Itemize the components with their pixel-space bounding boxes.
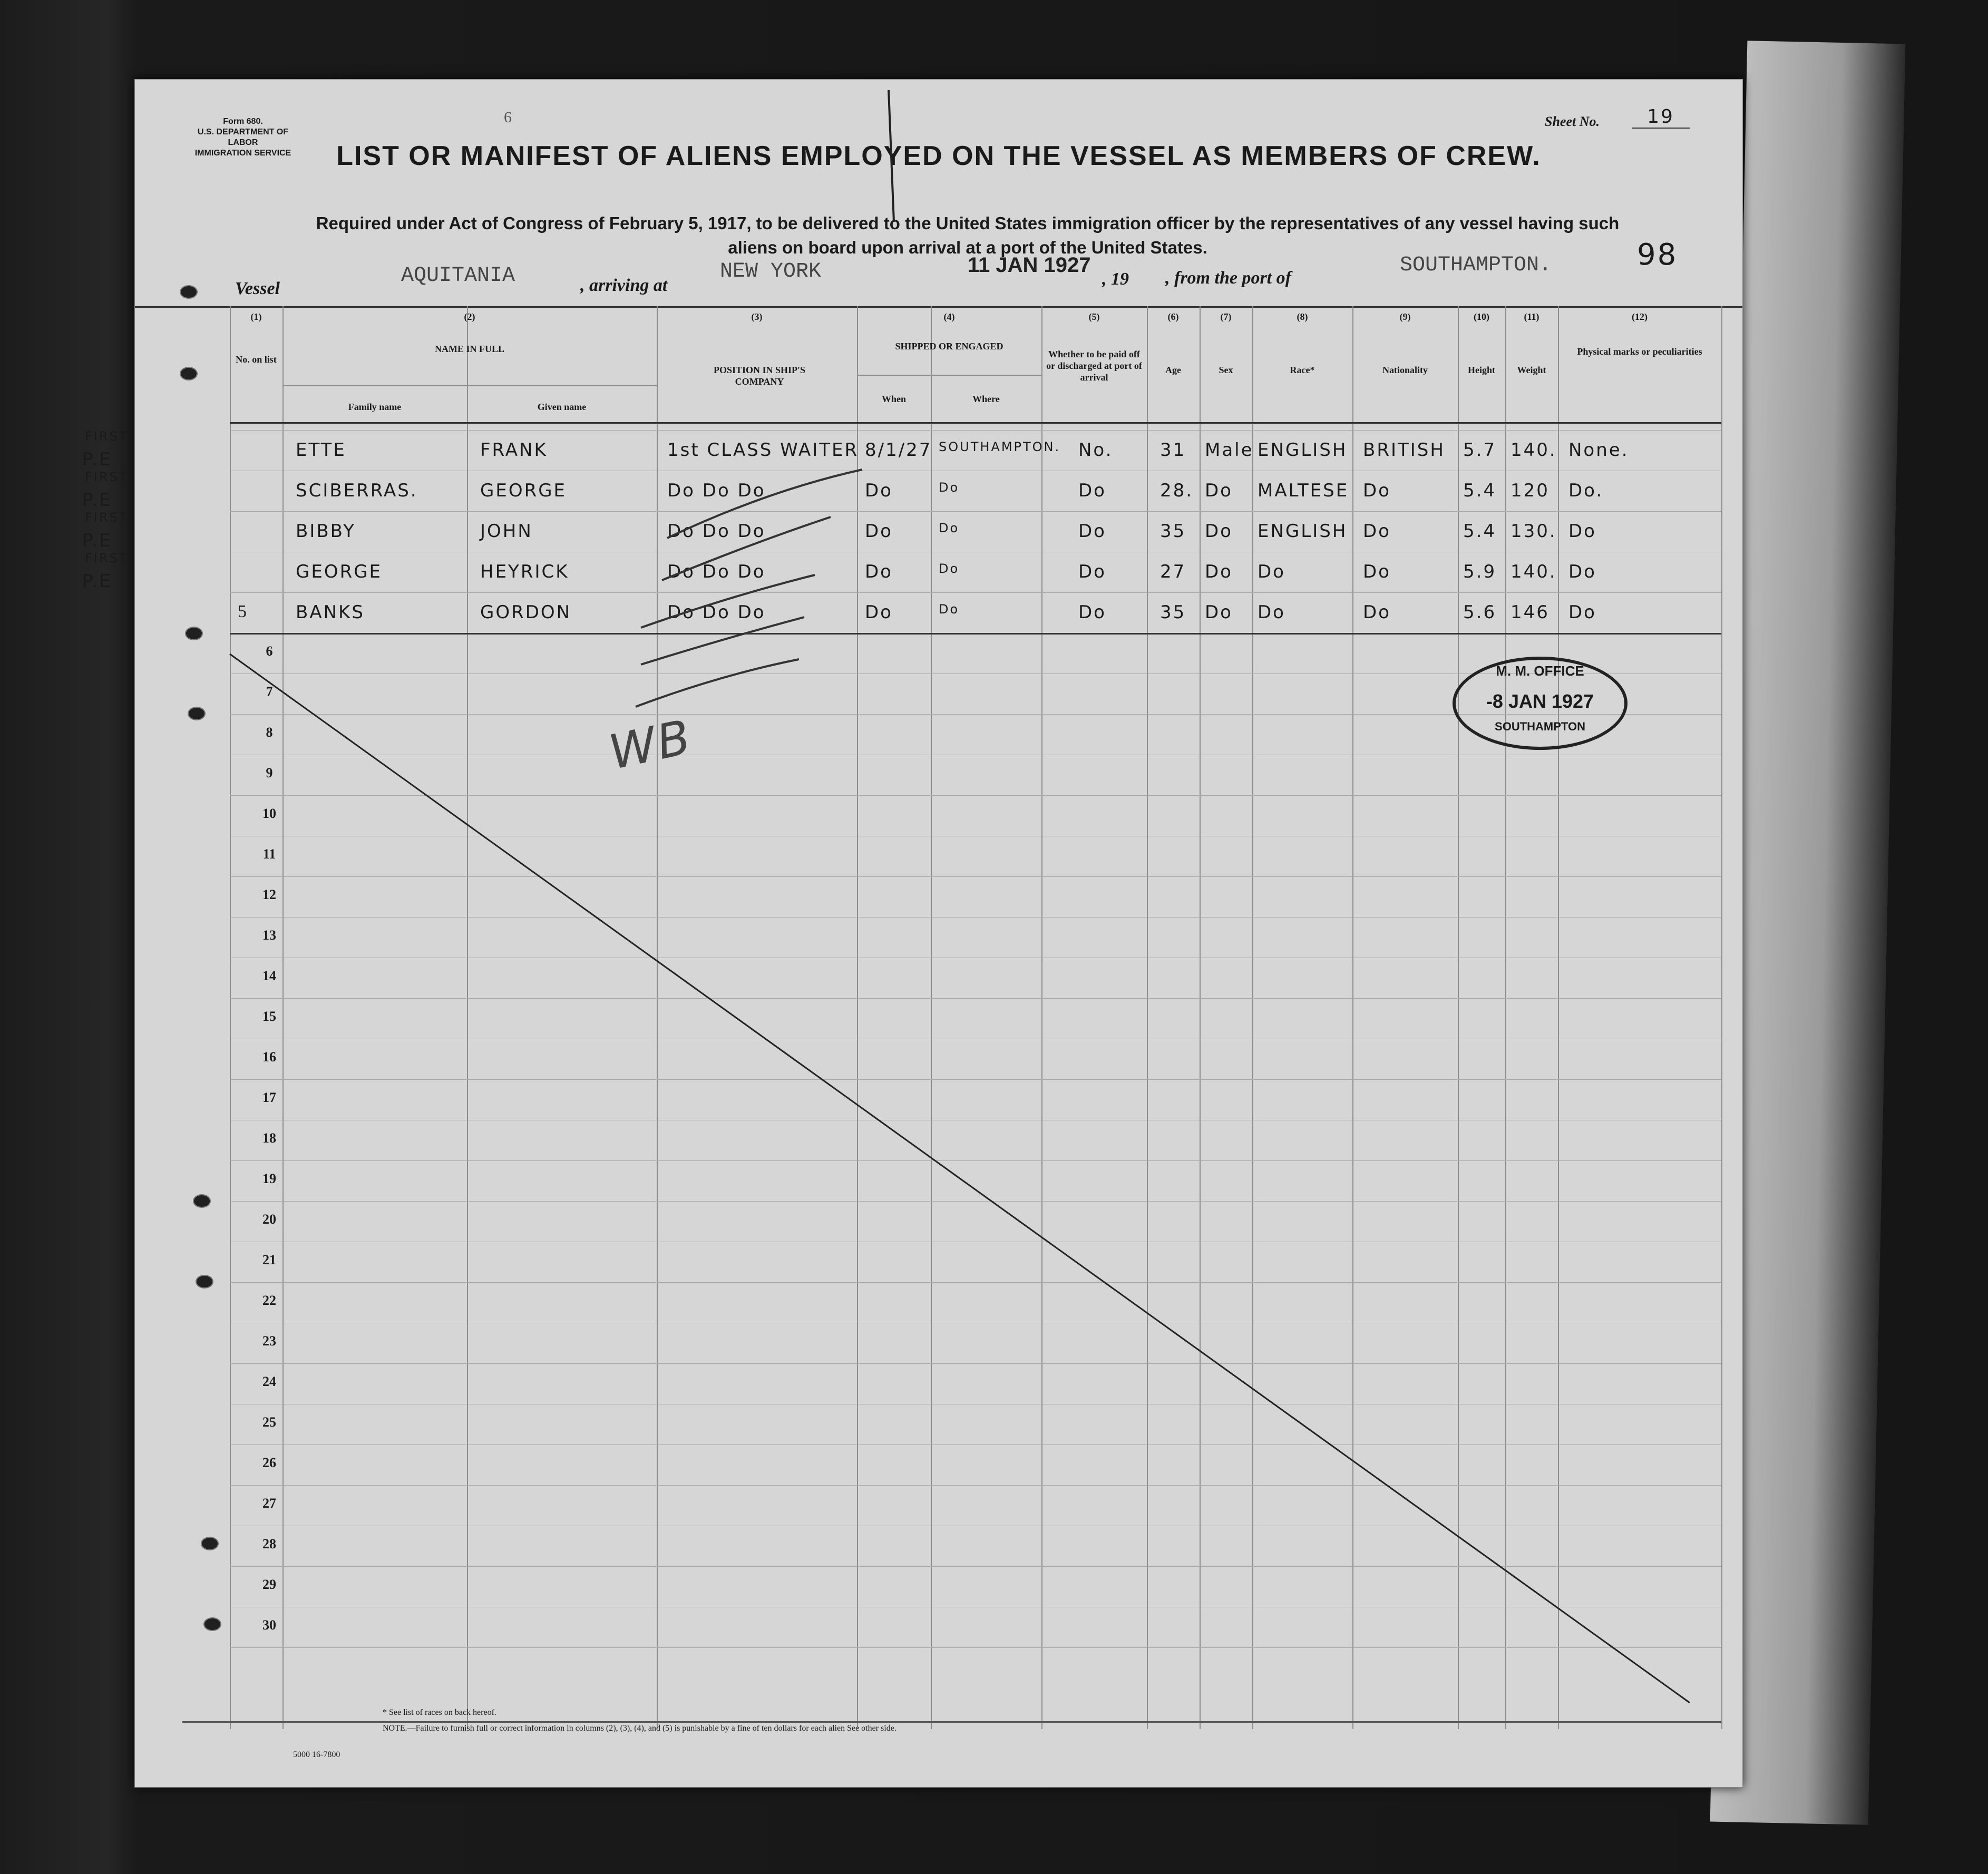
col-8-header: Race* (1290, 365, 1315, 375)
physical-marks: Do. (1568, 480, 1604, 501)
nationality: Do (1363, 521, 1391, 542)
row-number: 20 (262, 1212, 276, 1227)
ship-position: Do Do Do (667, 561, 766, 582)
year-label: , 19 (1102, 269, 1129, 289)
punch-hole (185, 627, 203, 640)
physical-marks: Do (1568, 521, 1596, 542)
margin-note-first: FIRST (85, 470, 129, 484)
height: 5.4 (1463, 521, 1497, 542)
row-number: 14 (262, 968, 276, 983)
col-3-number: (3) (751, 311, 763, 322)
family-name: BIBBY (296, 521, 356, 542)
stamp-place: SOUTHAMPTON (1495, 720, 1585, 733)
weight: 120 (1511, 480, 1550, 501)
col-3-header: POSITION IN SHIP'S COMPANY (713, 365, 806, 387)
age: 27 (1160, 561, 1186, 582)
sheet-number-value: 19 (1632, 106, 1690, 129)
margin-note-code: P.E (82, 571, 112, 592)
row-number: 6 (266, 643, 273, 659)
shipped-when: Do (865, 561, 893, 582)
subtitle-line-2: aliens on board upon arrival at a port of the United States. (728, 238, 1207, 257)
col-5-number: (5) (1088, 311, 1100, 322)
col-2-header: NAME IN FULL (434, 344, 504, 354)
stamp-date: -8 JAN 1927 (1486, 690, 1594, 712)
margin-note-first: FIRST (85, 429, 129, 444)
height: 5.6 (1463, 602, 1497, 623)
shipped-when: 8/1/27 (865, 440, 932, 461)
given-name: FRANK (480, 440, 548, 461)
margin-note-first: FIRST (85, 551, 129, 565)
col-1-header: No. on list (236, 354, 277, 365)
col-6-number: (6) (1167, 311, 1179, 322)
weight: 140. (1511, 440, 1557, 461)
row-number: 23 (262, 1333, 276, 1349)
vessel-name: AQUITANIA (401, 264, 515, 288)
col-9-number: (9) (1399, 311, 1411, 322)
given-name: GEORGE (480, 480, 567, 501)
stamp-office: M. M. OFFICE (1496, 663, 1584, 679)
row-number: 21 (262, 1252, 276, 1267)
from-port-label: , from the port of (1165, 268, 1291, 288)
race: ENGLISH (1258, 521, 1348, 542)
shipped-when: Do (865, 521, 893, 542)
row-number: 29 (262, 1577, 276, 1592)
paid-off: Do (1078, 561, 1106, 582)
shipped-where: Do (939, 521, 960, 535)
row-number: 8 (266, 725, 273, 740)
height: 5.9 (1463, 561, 1497, 582)
punch-hole (193, 1194, 211, 1208)
departure-port: SOUTHAMPTON. (1400, 253, 1552, 277)
margin-note-code: P.E (82, 490, 112, 511)
family-name: SCIBERRAS. (296, 480, 418, 501)
row-number: 7 (266, 684, 273, 699)
col-7-header: Sex (1219, 365, 1233, 375)
paid-off: Do (1078, 602, 1106, 623)
given-name: JOHN (480, 521, 533, 542)
margin-note-code: P.E (82, 449, 112, 470)
physical-marks: Do (1568, 602, 1596, 623)
row-number: 13 (262, 928, 276, 943)
nationality: Do (1363, 561, 1391, 582)
paid-off: Do (1078, 480, 1106, 501)
shipped-where: SOUTHAMPTON. (939, 440, 1061, 454)
row-number: 19 (262, 1171, 276, 1186)
sex: Do (1205, 602, 1233, 623)
manifest-sheet (82, 79, 1743, 1788)
col-2-family-header: Family name (348, 402, 402, 412)
col-7-number: (7) (1220, 311, 1232, 322)
punch-hole (201, 1537, 219, 1550)
ship-position: Do Do Do (667, 521, 766, 542)
row-number: 18 (262, 1130, 276, 1146)
col-12-number: (12) (1632, 311, 1648, 322)
family-name: ETTE (296, 440, 346, 461)
shipped-where: Do (939, 480, 960, 495)
weight: 146 (1511, 602, 1550, 623)
col-11-header: Weight (1517, 365, 1546, 375)
row-number: 24 (262, 1374, 276, 1389)
col-8-number: (8) (1297, 311, 1308, 322)
sex: Do (1205, 561, 1233, 582)
page-title: LIST OR MANIFEST OF ALIENS EMPLOYED ON THE VESSEL AS MEMBERS OF CREW. (336, 141, 1541, 171)
handwritten-initials: WB (604, 709, 697, 781)
shipped-where: Do (939, 602, 960, 617)
margin-note-code: P.E (82, 530, 112, 551)
col-10-header: Height (1468, 365, 1495, 375)
col-9-header: Nationality (1382, 365, 1428, 375)
col-4-when-header: When (881, 394, 906, 404)
col-4-header: SHIPPED OR ENGAGED (895, 341, 1003, 352)
physical-marks: None. (1568, 440, 1629, 461)
punch-hole (196, 1275, 213, 1289)
age: 31 (1160, 440, 1186, 461)
list-number: 98 (1637, 238, 1678, 272)
shipped-when: Do (865, 602, 893, 623)
col-10-number: (10) (1474, 311, 1489, 322)
paid-off: No. (1078, 440, 1113, 461)
weight: 140. (1511, 561, 1557, 582)
row-number: 28 (262, 1536, 276, 1551)
arriving-label: , arriving at (580, 276, 668, 295)
print-code: 5000 16-7800 (293, 1750, 340, 1759)
subtitle-line-1: Required under Act of Congress of February 5, 1917, to be delivered to the United States immigration officer by the representatives of any vessel having such (316, 213, 1620, 233)
department-name: U.S. DEPARTMENT OF LABOR (197, 128, 289, 147)
weight: 130. (1511, 521, 1557, 542)
footer-rule (182, 1721, 1721, 1723)
footnote-penalty: NOTE.—Failure to furnish full or correct information in columns (2), (3), (4), and (5) is punishable by a fine of ten dollars for each alien See other side. (383, 1724, 896, 1733)
col-4-where-header: Where (972, 394, 1000, 404)
strike-mark (641, 575, 815, 628)
given-name: GORDON (480, 602, 572, 623)
punch-hole (180, 367, 198, 380)
row-number: 27 (262, 1496, 276, 1511)
row-number: 5 (238, 602, 247, 621)
ink-tick (889, 90, 894, 222)
ship-position: 1st CLASS WAITER (667, 440, 859, 461)
col-2-given-header: Given name (537, 402, 587, 412)
row-number: 30 (262, 1617, 276, 1633)
age: 28. (1160, 480, 1194, 501)
page-mark: 6 (504, 109, 512, 126)
paid-off: Do (1078, 521, 1106, 542)
age: 35 (1160, 521, 1186, 542)
form-number: Form 680. (223, 117, 263, 126)
family-name: GEORGE (296, 561, 383, 582)
strike-mark (636, 659, 799, 707)
ship-position: Do Do Do (667, 602, 766, 623)
sex: Do (1205, 521, 1233, 542)
physical-marks: Do (1568, 561, 1596, 582)
row-number: 26 (262, 1455, 276, 1470)
col-6-header: Age (1165, 365, 1181, 375)
nationality: Do (1363, 480, 1391, 501)
row-number: 16 (262, 1049, 276, 1065)
office-stamp (1453, 657, 1628, 750)
col-2-number: (2) (464, 311, 475, 322)
strike-mark (667, 470, 862, 538)
nationality: BRITISH (1363, 440, 1445, 461)
col-12-header: Physical marks or peculiarities (1577, 346, 1702, 357)
sex: Male (1205, 440, 1254, 461)
race: Do (1258, 561, 1285, 582)
row-number: 11 (262, 846, 276, 862)
footnote-races: * See list of races on back hereof. (383, 1708, 496, 1717)
strike-mark (662, 517, 831, 580)
row-number: 25 (262, 1414, 276, 1430)
punch-hole (203, 1617, 221, 1631)
strike-mark (641, 617, 804, 665)
age: 35 (1160, 602, 1186, 623)
service-name: IMMIGRATION SERVICE (194, 149, 291, 158)
margin-note-first: FIRST (85, 510, 129, 525)
row-number: 9 (266, 765, 273, 780)
col-5-header: Whether to be paid off or discharged at port of arrival (1046, 349, 1142, 383)
sheet-number-label: Sheet No. (1545, 114, 1600, 129)
arrival-date-stamp: 11 JAN 1927 (968, 253, 1091, 277)
race: Do (1258, 602, 1285, 623)
vessel-label: Vessel (235, 279, 280, 298)
row-number: 12 (262, 887, 276, 902)
family-name: BANKS (296, 602, 365, 623)
row-number: 15 (262, 1009, 276, 1024)
diagonal-cancel-line (230, 654, 1690, 1703)
race: MALTESE (1258, 480, 1349, 501)
row-number: 22 (262, 1293, 276, 1308)
punch-hole (188, 707, 206, 720)
col-1-number: (1) (250, 311, 262, 322)
col-11-number: (11) (1524, 311, 1539, 322)
col-4-number: (4) (943, 311, 955, 322)
ship-position: Do Do Do (667, 480, 766, 501)
cancellation-lines (135, 80, 1742, 1787)
arrival-port: NEW YORK (720, 260, 822, 284)
row-number: 17 (262, 1090, 276, 1105)
row-number: 10 (262, 806, 276, 821)
shipped-when: Do (865, 480, 893, 501)
race: ENGLISH (1258, 440, 1348, 461)
nationality: Do (1363, 602, 1391, 623)
height: 5.4 (1463, 480, 1497, 501)
punch-hole (180, 285, 198, 299)
sex: Do (1205, 480, 1233, 501)
height: 5.7 (1463, 440, 1497, 461)
given-name: HEYRICK (480, 561, 569, 582)
shipped-where: Do (939, 561, 960, 576)
